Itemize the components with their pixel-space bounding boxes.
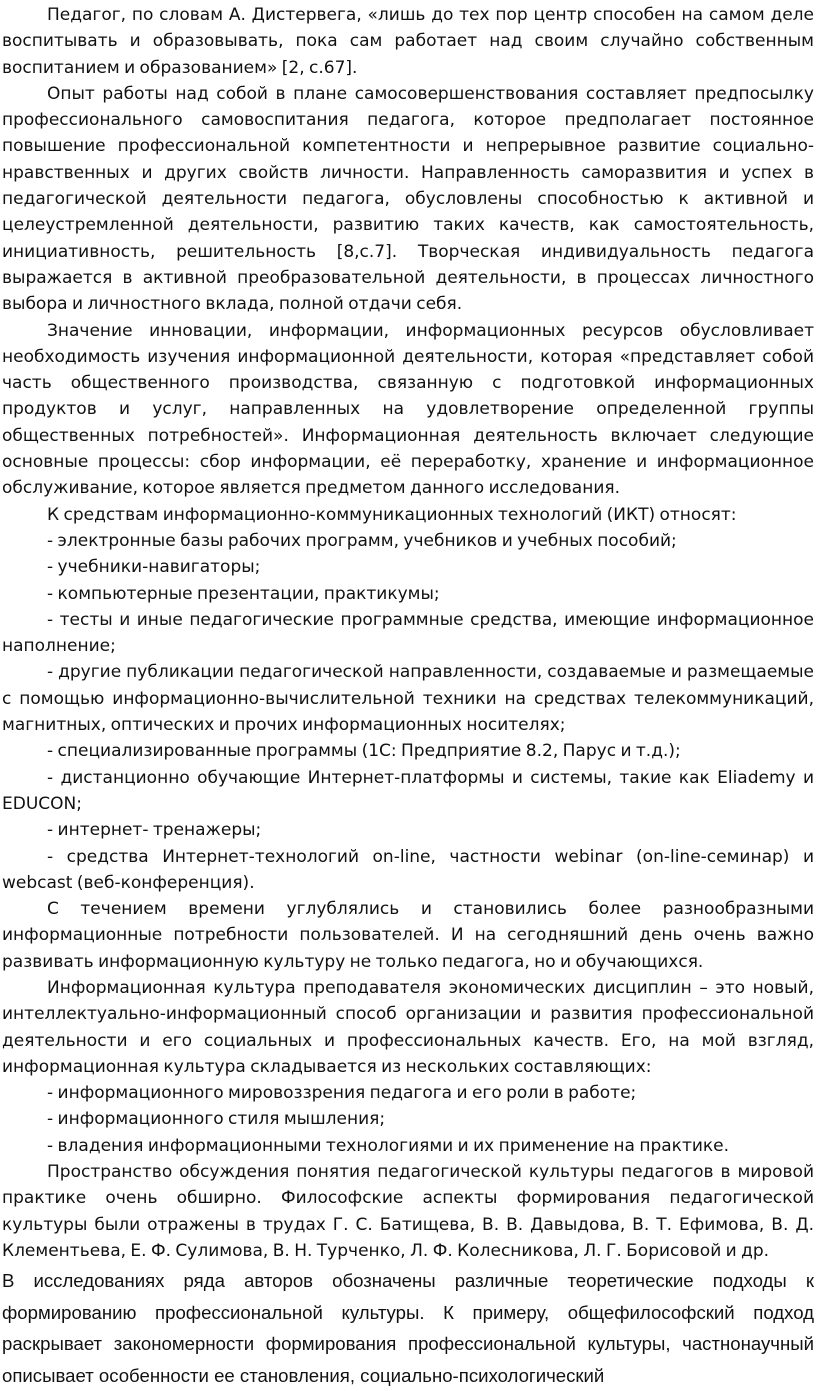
list-item: - электронные базы рабочих программ, учебников и учебных пособий; (47, 530, 677, 551)
list-item: - тесты и иные педагогические программные средства, имеющие информационное наполнение; (2, 609, 814, 657)
culture-list (2, 1080, 814, 1159)
list-item: - компьютерные презентации, практикумы; (47, 583, 440, 604)
list-item: - средства Интернет-технологий on-line, частности webinar (on-line-семинар) и webcast (веб-конференция). (2, 846, 814, 893)
list-item: - специализированные программы (1С: Предприятие 8.2, Парус и т.д.); (47, 741, 681, 762)
paragraph-pedagogical-culture: Пространство обсуждения понятия педагогической культуры педагогов в мировой практике очень обширно. Философские аспекты формирования педагогической культуры были отражены в трудах Г. С. Батищева, В. В. Давыдова, В. Т. Ефимова, В. Д. Клементьева, Е. Ф. Сулимова, В. Н. Турченко, Л. Ф. Колесникова, Л. Г. Борисовой и др. (2, 1162, 814, 1261)
document-body (2, 2, 814, 1264)
list-item: - дистанционно обучающие Интернет-платформы и системы, такие как Eliademy и EDUCON; (2, 767, 814, 814)
ict-list (2, 528, 814, 896)
paragraph-ict-intro: К средствам информационно-коммуникационных технологий (ИКТ) относят: (47, 504, 737, 525)
list-item: - интернет- тренажеры; (47, 820, 262, 841)
list-item: - информационного мировоззрения педагога и его роли в работе; (47, 1083, 637, 1104)
list-item: - информационного стиля мышления; (47, 1109, 386, 1130)
paragraph-self-improvement: Опыт работы над собой в плане самосовершенствования составляет предпосылку профессионального самовоспитания педагога, которое предполагает постоянное повышение профессиональной компетентности и непрерывное развитие социально-нравственных и других свойств личности. Направленность саморазвития и успех в педагогической деятельности педагога, обусловлены способностью к активной и целеустремленной деятельности, развитию таких качеств, как самостоятельность, инициативность, решительность [8,с.7]. Творческая индивидуальность педагога выражается в активной преобразовательной деятельности, в процессах личностного выбора и личностного вклада, полной отдачи себя. (2, 83, 814, 315)
paragraph-information-culture: Информационная культура преподавателя экономических дисциплин – это новый, интеллектуально-информационный способ организации и развития профессиональной деятельности и его социальных и профессиональных качеств. Его, на мой взгляд, информационная культура складывается из нескольких составляющих: (2, 977, 814, 1077)
list-item: - учебники-навигаторы; (47, 557, 261, 578)
list-item: - другие публикации педагогической направленности, создаваемые и размещаемые с помощью информационно-вычислительной техники на средствах телекоммуникаций, магнитных, оптических и прочих информационных носителях; (2, 662, 814, 736)
paragraph-theoretical-approaches: В исследованиях ряда авторов обозначены различные теоретические подходы к формированию профессиональной культуры. К примеру, общефилософский подход раскрывает закономерности формирования профессиональной культуры, частнонаучный описывает особенности ее становления, социально-психологический (2, 1270, 814, 1386)
list-item: - владения информационными технологиями и их применение на практике. (47, 1135, 730, 1156)
paragraph-information-needs: С течением времени углублялись и становились более разнообразными информационные потребности пользователей. И на сегодняшний день очень важно развивать информационную культуру не только педагога, но и обучающихся. (2, 899, 814, 972)
paragraph-disterweg-quote: Педагог, по словам А. Дистервега, «лишь до тех пор центр способен на самом деле воспитывать и образовывать, пока сам работает над своим случайно собственным воспитанием и образованием» [2, с.67]. (2, 5, 814, 78)
paragraph-information-activity: Значение инновации, информации, информационных ресурсов обусловливает необходимость изучения информационной деятельности, которая «представляет собой часть общественного производства, связанную с подготовкой информационных продуктов и услуг, направленных на удовлетворение определенной группы общественных потребностей». Информационная деятельность включает следующие основные процессы: сбор информации, её переработку, хранение и информационное обслуживание, которое является предметом данного исследования. (2, 320, 814, 499)
